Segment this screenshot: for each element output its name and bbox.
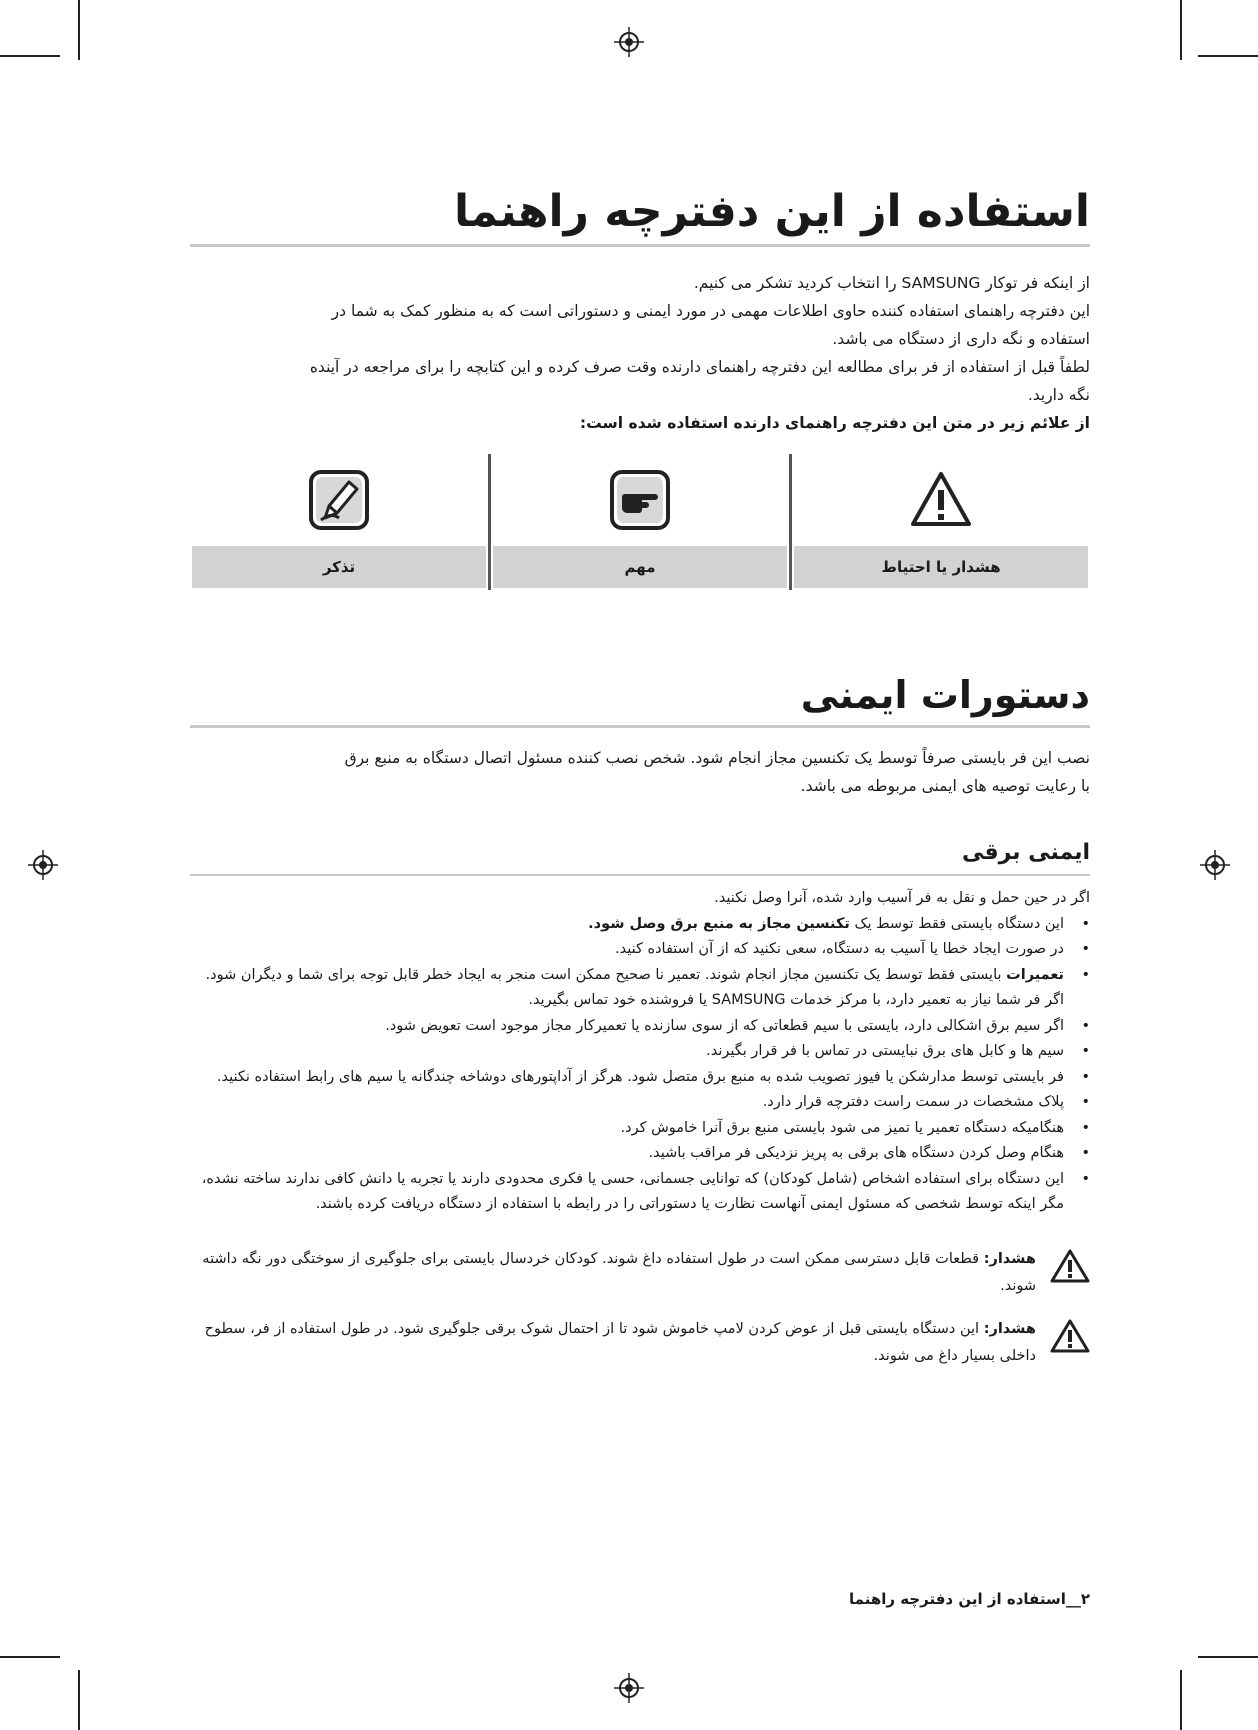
list-item: • این دستگاه برای استفاده اشخاص (شامل کودکان) که توانایی جسمانی، حسی یا فکری محدودی دارند یا تجربه یا دانش کافی ندارند ساخته نشده، مگر اینکه توسط شخصی که مسئول ایمنی آنهاست نظارت یا دستوراتی را در رابطه با استفاده از دستگاه دریافت کرده باشند.: [190, 1167, 1064, 1218]
page-title: استفاده از این دفترچه راهنما: [454, 186, 1090, 237]
crop-mark: [78, 0, 80, 60]
note-pencil-icon: [307, 468, 371, 532]
pointing-hand-icon: [608, 468, 672, 532]
running-title: استفاده از این دفترچه راهنما: [849, 1590, 1066, 1608]
warning-text: هشدار: قطعات قابل دسترسی ممکن است در طول استفاده داغ شوند. کودکان خردسال بایستی برای جلوگیری از سوختگی دور نگه داشته شوند.: [202, 1250, 1036, 1294]
list-item: • تعمیرات بایستی فقط توسط یک تکنسین مجاز انجام شوند. تعمیر نا صحیح ممکن است منجر به ایجاد خطر قابل توجه برای شما و دیگران شود. اگر فر شما نیاز به تعمیر دارد، با مرکز خدمات SAMSUNG یا فروشنده خود تماس بگیرید.: [190, 963, 1064, 1014]
warning-triangle-icon: [1050, 1318, 1090, 1354]
warning-triangle-icon: [1050, 1248, 1090, 1284]
list-item: • هنگامیکه دستگاه تعمیر یا تمیز می شود بایستی منبع برق آنرا خاموش کرد.: [190, 1116, 1064, 1142]
list-item: • پلاک مشخصات در سمت راست دفترچه قرار دارد.: [190, 1090, 1064, 1116]
symbol-label: هشدار یا احتیاط: [794, 546, 1088, 588]
symbols-legend: [190, 450, 1090, 592]
registration-mark-icon: [1200, 850, 1230, 880]
title-rule: [190, 244, 1090, 247]
warning-triangle-icon: [909, 468, 973, 532]
safety-list: [190, 912, 1090, 1218]
section-electrical-safety: [190, 840, 1090, 1370]
list-item: • هنگام وصل کردن دستگاه های برقی به پریز نزدیکی فر مراقب باشید.: [190, 1141, 1064, 1167]
crop-mark: [0, 55, 60, 57]
list-item: • در صورت ایجاد خطا یا آسیب به دستگاه، سعی نکنید که از آن استفاده کنید.: [190, 937, 1064, 963]
title-rule: [190, 725, 1090, 728]
section-safety: [190, 675, 1090, 800]
safety-intro: نصب این فر بایستی صرفاً توسط یک تکنسین مجاز انجام شود. شخص نصب کننده مسئول اتصال دستگاه به منبع برق: [344, 748, 1090, 767]
registration-mark-icon: [614, 1673, 644, 1703]
warning-note: [190, 1246, 1090, 1300]
intro-text: این دفترچه راهنمای استفاده کننده حاوی اطلاعات مهمی در مورد ایمنی و دستوراتی است که به منظور کمک به شما در: [331, 302, 1090, 321]
symbol-label: مهم: [493, 546, 787, 588]
symbol-note: [190, 450, 488, 592]
section-using-manual: [190, 188, 1090, 437]
warning-note: [190, 1316, 1090, 1370]
list-item: • این دستگاه بایستی فقط توسط یک تکنسین مجاز به منبع برق وصل شود.: [190, 912, 1064, 938]
registration-mark-icon: [28, 850, 58, 880]
list-item: • اگر سیم برق اشکالی دارد، بایستی با سیم قطعاتی که از سوی سازنده یا تعمیرکار مجاز موجود است تعویض شود.: [190, 1014, 1064, 1040]
warning-text: هشدار: این دستگاه بایستی قبل از عوض کردن لامپ خاموش شود تا از احتمال شوک برقی جلوگیری شود. در طول استفاده از فر، سطوح داخلی بسیار داغ می شوند.: [204, 1320, 1036, 1364]
symbol-warning: [792, 450, 1090, 592]
divider: [488, 454, 491, 590]
divider: [789, 454, 792, 590]
crop-mark: [78, 1670, 80, 1730]
electrical-intro: اگر در حین حمل و نقل به فر آسیب وارد شده، آنرا وصل نکنید.: [714, 890, 1090, 907]
title-rule: [190, 874, 1090, 876]
symbol-label: تذکر: [192, 546, 486, 588]
crop-mark: [0, 1656, 60, 1658]
safety-intro: با رعایت توصیه های ایمنی مربوطه می باشد.: [800, 776, 1090, 795]
crop-mark: [1198, 1656, 1258, 1658]
footer-dash: __: [1065, 1590, 1081, 1608]
crop-mark: [1180, 1670, 1182, 1730]
section-title: دستورات ایمنی: [800, 673, 1090, 717]
crop-mark: [1180, 0, 1182, 60]
intro-text: از اینکه فر توکار SAMSUNG را انتخاب کردید تشکر می کنیم.: [693, 274, 1090, 293]
symbols-heading: از علائم زیر در متن این دفترچه راهنمای دارنده استفاده شده است:: [579, 414, 1090, 433]
list-item: • سیم ها و کابل های برق نبایستی در تماس با فر قرار بگیرند.: [190, 1039, 1064, 1065]
symbol-important: [491, 450, 789, 592]
subsection-title: ایمنی برقی: [961, 840, 1090, 865]
page-number: ۲: [1080, 1590, 1090, 1608]
crop-mark: [1198, 55, 1258, 57]
list-item: • فر بایستی توسط مدارشکن یا فیوز تصویب شده به منبع برق متصل شود. هرگز از آداپتورهای دوشاخه چندگانه یا سیم های رابط استفاده نکنید.: [190, 1065, 1064, 1091]
intro-text: استفاده و نگه داری از دستگاه می باشد.: [832, 330, 1090, 349]
intro-text: لطفاً قبل از استفاده از فر برای مطالعه این دفترچه راهنمای دارنده وقت صرف کرده و این کتابچه را برای مراجعه در آینده: [309, 358, 1090, 377]
intro-text: نگه دارید.: [1027, 386, 1090, 405]
page-footer: [849, 1590, 1090, 1608]
registration-mark-icon: [614, 27, 644, 57]
